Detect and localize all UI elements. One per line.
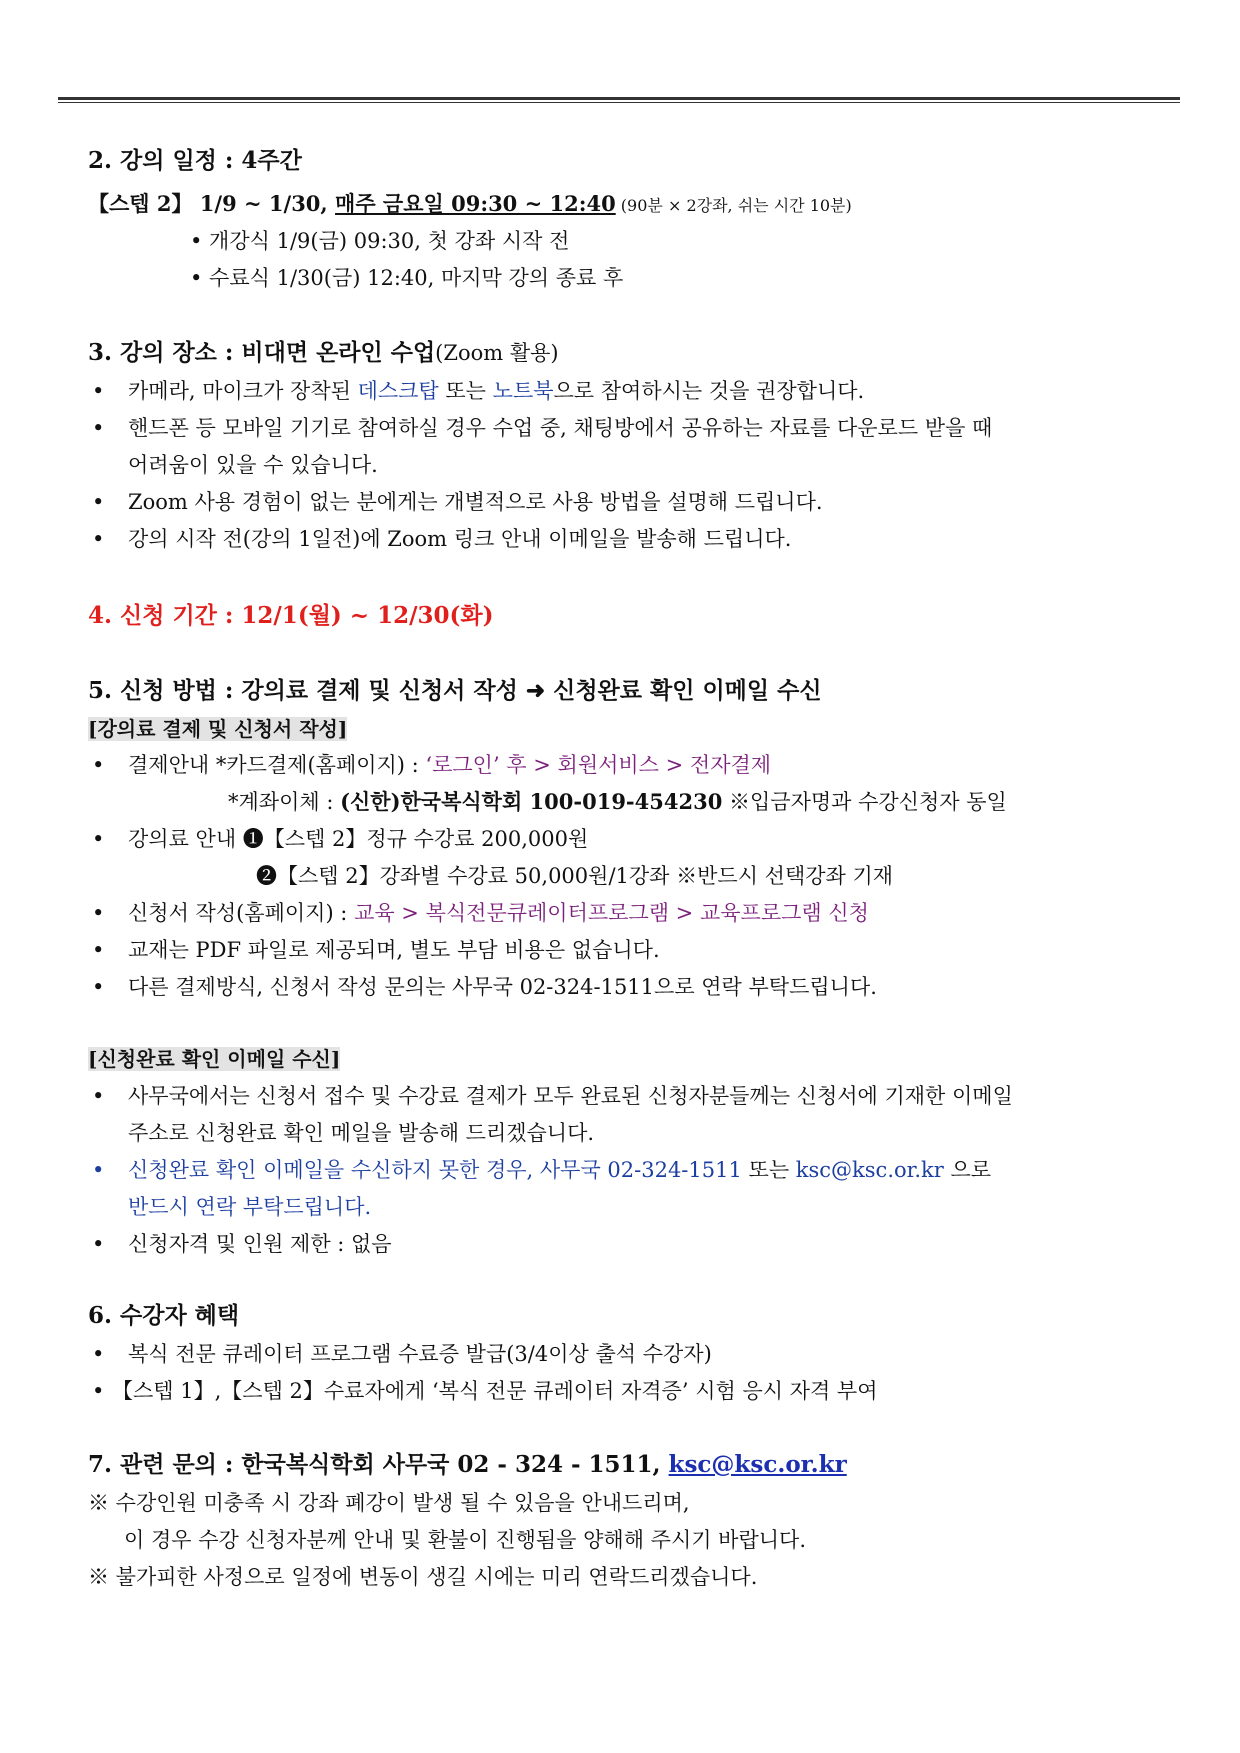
note-2: ※ 불가피한 사정으로 일정에 변동이 생길 시에는 미리 연락드리겠습니다. [88,1565,758,1589]
bank-account: (신한)한국복식학회 100-019-454230 [340,789,723,814]
s3-b1-post: 으로 참여하시는 것을 권장합니다. [553,379,865,403]
confirm-bullet-1-cont: 주소로 신청완료 확인 메일을 발송해 드리겠습니다. [128,1121,595,1145]
bullet: • [92,1232,105,1256]
bullet: • [92,379,105,403]
section-4-heading: 4. 신청 기간 : 12/1(월) ~ 12/30(화) [88,602,494,629]
section-6-heading: 6. 수강자 혜택 [88,1302,240,1329]
fee-info-2: ❷【스텝 2】강좌별 수강료 50,000원/1강좌 ※반드시 선택강좌 기재 [256,864,894,888]
section-7-heading-text: 7. 관련 문의 : 한국복식학회 사무국 02 - 324 - 1511, [88,1451,669,1478]
benefit-1-text: 복식 전문 큐레이터 프로그램 수료증 발급(3/4이상 출석 수강자) [128,1342,712,1366]
application-form [92,898,869,928]
payment-info-pre: 결제안내 *카드결제(홈페이지) : [128,753,426,777]
application-form-pre: 신청서 작성(홈페이지) : [128,901,355,925]
payment-subheading-text: [강의료 결제 및 신청서 작성] [88,717,348,741]
confirm-b2-mid: 또는 [741,1158,796,1182]
s3-b1-notebook: 노트북 [492,379,554,403]
s3-bullet-2 [92,413,992,443]
benefit-1 [92,1339,712,1369]
section-5-heading: 5. 신청 방법 : 강의료 결제 및 신청서 작성 ➜ 신청완료 확인 이메일 수신 [88,677,822,704]
confirmation-subheading [88,1044,340,1074]
bank-transfer [228,787,1007,817]
section-3-heading-rest: (Zoom 활용) [435,341,559,365]
confirm-bullet-3 [92,1229,392,1259]
s3-b2-line1: 핸드폰 등 모바일 기기로 참여하실 경우 수업 중, 채팅방에서 공유하는 자료를 다운로드 받을 때 [128,416,993,440]
benefit-2-text: 【스텝 1】,【스텝 2】수료자에게 ‘복식 전문 큐레이터 자격증’ 시험 응시 자격 부여 [112,1379,878,1403]
textbook-text: 교재는 PDF 파일로 제공되며, 별도 부담 비용은 없습니다. [128,938,660,962]
bank-transfer-pre: *계좌이체 : [228,790,341,814]
s3-bullet-4 [92,524,791,554]
bullet: • [92,753,105,777]
s3-b1-mid: 또는 [438,379,493,403]
closing-ceremony: • 수료식 1/30(금) 12:40, 마지막 강의 종료 후 [190,266,624,290]
header-rule-thick [58,97,1180,100]
confirm-b1-line1: 사무국에서는 신청서 접수 및 수강료 결제가 모두 완료된 신청자분들께는 신청서에 기재한 이메일 [128,1084,1013,1108]
step2-weekly-time: 매주 금요일 09:30 ~ 12:40 [335,191,616,216]
fee-regular: 강의료 안내 ❶【스텝 2】정규 수강료 200,000원 [128,827,589,851]
bullet: • [92,1158,105,1182]
s3-b4: 강의 시작 전(강의 1일전)에 Zoom 링크 안내 이메일을 발송해 드립니다. [128,527,792,551]
bullet: • [92,1084,105,1108]
confirm-bullet-1 [92,1081,1013,1111]
bullet: • [92,527,105,551]
application-form-path: 교육 > 복식전문큐레이터프로그램 > 교육프로그램 신청 [354,901,869,925]
bullet: • [92,938,105,962]
confirmation-subheading-text: [신청완료 확인 이메일 수신] [88,1047,341,1071]
note-1: ※ 수강인원 미충족 시 강좌 폐강이 발생 될 수 있음을 안내드리며, [88,1491,690,1515]
contact-email-link[interactable]: ksc@ksc.or.kr [668,1451,847,1478]
bullet: • [92,416,105,440]
s3-b3: Zoom 사용 경험이 없는 분에게는 개별적으로 사용 방법을 설명해 드립니다. [128,490,823,514]
bullet: • [92,901,105,925]
confirm-b2-text: 신청완료 확인 이메일을 수신하지 못한 경우, 사무국 02-324-1511 [128,1158,742,1182]
s3-bullet-1 [92,376,864,406]
s3-b1-pre: 카메라, 마이크가 장착된 [128,379,358,403]
bullet: • [92,490,105,514]
bank-transfer-note: ※입금자명과 수강신청자 동일 [722,790,1007,814]
section-3-heading [88,338,559,368]
bullet: • [92,1342,105,1366]
fee-info-1 [92,824,588,854]
confirm-b2-email[interactable]: ksc@ksc.or.kr [795,1158,944,1182]
bullet: • [92,1379,105,1403]
textbook-note [92,935,660,965]
step2-schedule [88,189,852,221]
other-inquiry [92,972,877,1002]
s3-bullet-2-cont: 어려움이 있을 수 있습니다. [128,453,378,477]
payment-subheading [88,714,347,744]
confirm-bullet-2 [92,1155,991,1185]
opening-ceremony: • 개강식 1/9(금) 09:30, 첫 강좌 시작 전 [190,229,570,253]
s3-bullet-3 [92,487,823,517]
bullet: • [92,975,105,999]
step2-prefix: 【스텝 2】 1/9 ~ 1/30, [88,191,336,216]
payment-info-path: ‘로그인’ 후 > 회원서비스 > 전자결제 [425,753,772,777]
note-1-cont: 이 경우 수강 신청자분께 안내 및 환불이 진행됨을 양해해 주시기 바랍니다. [124,1528,807,1552]
confirm-bullet-2-cont: 반드시 연락 부탁드립니다. [128,1195,372,1219]
s3-b1-desktop: 데스크탑 [357,379,439,403]
section-2-heading: 2. 강의 일정 : 4주간 [88,147,302,174]
benefit-2 [92,1376,878,1406]
step2-note: (90분 × 2강좌, 쉬는 시간 10분) [615,196,852,215]
bullet: • [92,827,105,851]
section-3-heading-bold: 3. 강의 장소 : 비대면 온라인 수업 [88,339,436,366]
payment-info [92,750,771,780]
header-rule-thin [58,102,1180,103]
other-inquiry-text: 다른 결제방식, 신청서 작성 문의는 사무국 02-324-1511으로 연락 부탁드립니다. [128,975,877,999]
confirm-b2-post: 으로 [943,1158,992,1182]
section-7-heading [88,1450,847,1480]
confirm-b3: 신청자격 및 인원 제한 : 없음 [128,1232,392,1256]
